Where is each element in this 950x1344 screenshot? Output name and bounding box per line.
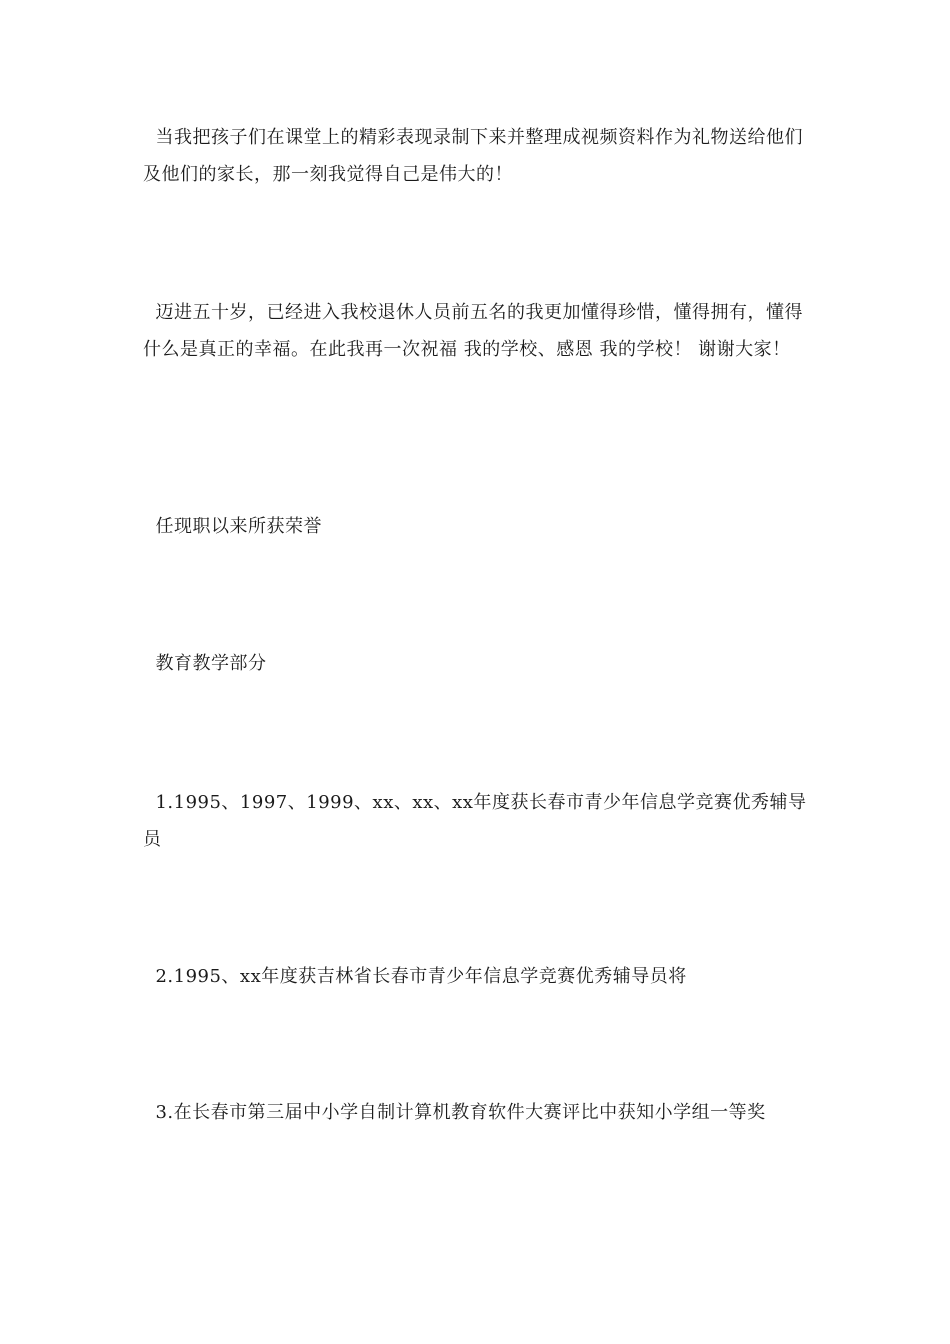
section-heading-honors: 任现职以来所获荣誉 [143, 516, 322, 537]
list-item-honor-3: 3.在长春市第三届中小学自制计算机教育软件大赛评比中获知小学组一等奖 [143, 1102, 766, 1123]
paragraph-gift-video: 当我把孩子们在课堂上的精彩表现录制下来并整理成视频资料作为礼物送给他们及他们的家长，那一刻我觉得自己是伟大的！ [143, 127, 803, 185]
subsection-heading-teaching: 教育教学部分 [143, 653, 267, 674]
paragraph-retirement-thanks: 迈进五十岁，已经进入我校退休人员前五名的我更加懂得珍惜，懂得拥有，懂得什么是真正的幸福。在此我再一次祝福 我的学校、感恩 我的学校！ 谢谢大家！ [143, 302, 803, 360]
list-item-honor-1: 1.1995、1997、1999、xx、xx、xx年度获长春市青少年信息学竞赛优秀辅导员 [143, 792, 807, 850]
list-item-honor-2: 2.1995、xx年度获吉林省长春市青少年信息学竞赛优秀辅导员将 [143, 966, 687, 987]
